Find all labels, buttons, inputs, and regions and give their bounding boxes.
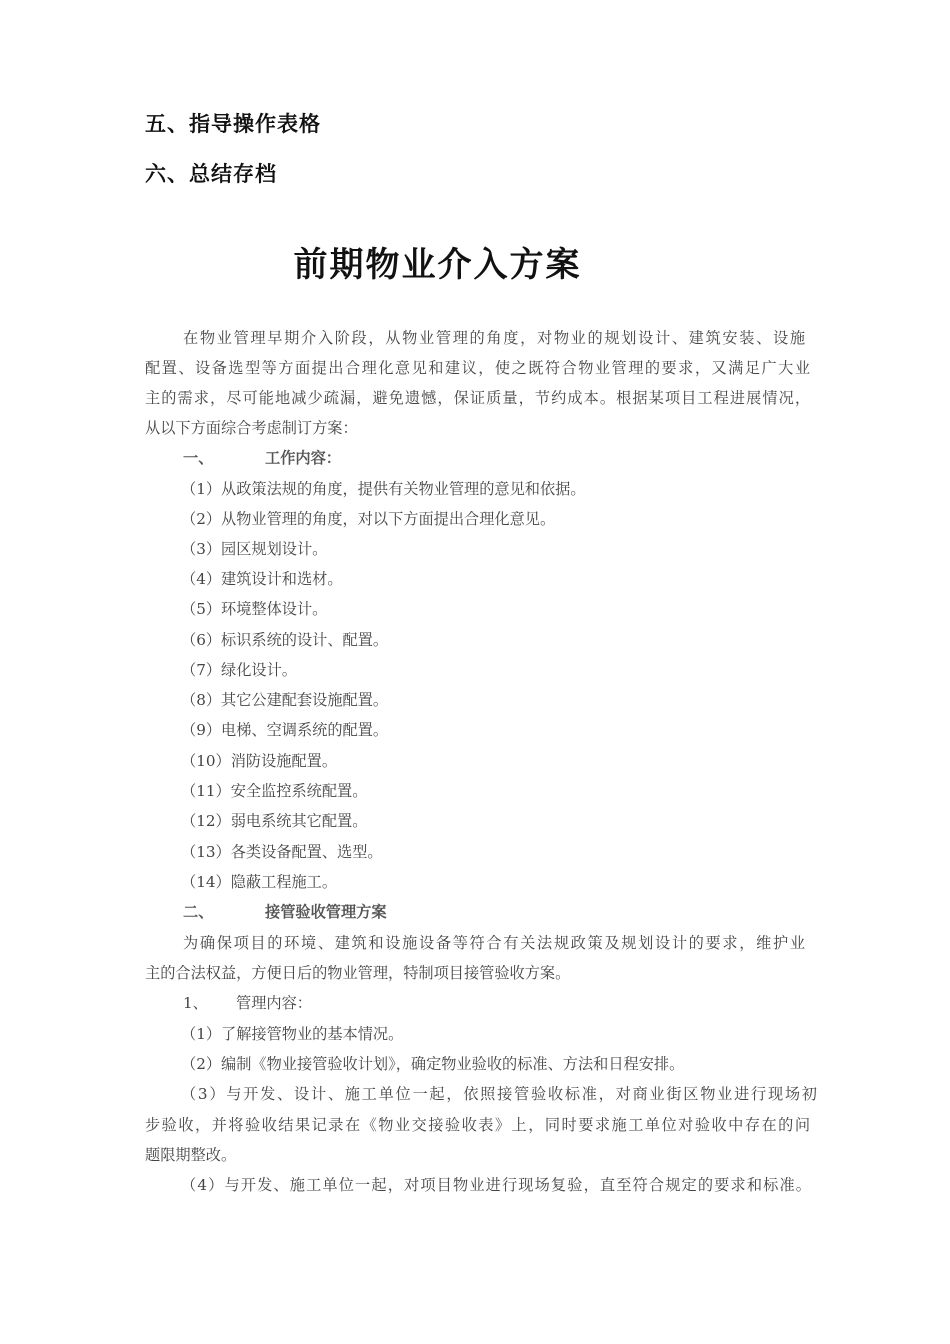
part2-para-line-2: 主的合法权益，方便日后的物业管理，特制项目接管验收方案。	[145, 964, 571, 982]
list-item: （9）电梯、空调系统的配置。	[181, 721, 389, 739]
intro-line-4: 从以下方面综合考虑制订方案：	[145, 419, 358, 437]
list-item: （11）安全监控系统配置。	[181, 782, 368, 800]
part2-sub-label: 管理内容：	[236, 994, 312, 1012]
part2-number: 二、	[183, 903, 214, 921]
list-item: （7）绿化设计。	[181, 661, 297, 679]
list-item: （2）编制《物业接管验收计划》，确定物业验收的标准、方法和日程安排。	[181, 1055, 685, 1073]
part2-label: 接管验收管理方案	[265, 903, 387, 921]
part1-label: 工作内容：	[265, 449, 341, 467]
part1-number: 一、	[183, 449, 214, 467]
list-item: （2）从物业管理的角度，对以下方面提出合理化意见。	[181, 510, 556, 528]
list-item: （1）了解接管物业的基本情况。	[181, 1025, 404, 1043]
list-item: （4）与开发、施工单位一起，对项目物业进行现场复验，直至符合规定的要求和标准。	[181, 1176, 811, 1194]
list-item: （8）其它公建配套设施配置。	[181, 691, 389, 709]
part2-para-line-1: 为确保项目的环境、建筑和设施设备等符合有关法规政策及规划设计的要求，维护业	[183, 934, 805, 952]
list-item: （1）从政策法规的角度，提供有关物业管理的意见和依据。	[181, 480, 586, 498]
list-item: （10）消防设施配置。	[181, 752, 338, 770]
document-title: 前期物业介入方案	[293, 245, 582, 285]
list-item: （3）与开发、设计、施工单位一起，依照接管验收标准，对商业街区物业进行现场初	[181, 1085, 817, 1103]
list-item: （6）标识系统的设计、配置。	[181, 631, 389, 649]
section-heading-6: 六、总结存档	[145, 162, 277, 186]
section-heading-5: 五、指导操作表格	[145, 112, 321, 136]
list-item: （5）环境整体设计。	[181, 600, 328, 618]
list-item: （13）各类设备配置、选型。	[181, 843, 383, 861]
intro-line-1: 在物业管理早期介入阶段，从物业管理的角度，对物业的规划设计、建筑安装、设施	[183, 329, 805, 347]
list-item-continuation: 步验收，并将验收结果记录在《物业交接验收表》上，同时要求施工单位对验收中存在的问	[145, 1116, 810, 1134]
list-item: （12）弱电系统其它配置。	[181, 812, 368, 830]
list-item: （4）建筑设计和选材。	[181, 570, 343, 588]
intro-line-3: 主的需求，尽可能地减少疏漏，避免遗憾，保证质量，节约成本。根据某项目工程进展情况，	[145, 389, 810, 407]
intro-line-2: 配置、设备选型等方面提出合理化意见和建议，使之既符合物业管理的要求，又满足广大业	[145, 359, 810, 377]
list-item: （14）隐蔽工程施工。	[181, 873, 338, 891]
list-item-continuation: 题限期整改。	[145, 1146, 237, 1164]
list-item: （3）园区规划设计。	[181, 540, 328, 558]
part2-sub-number: 1、	[183, 994, 208, 1012]
